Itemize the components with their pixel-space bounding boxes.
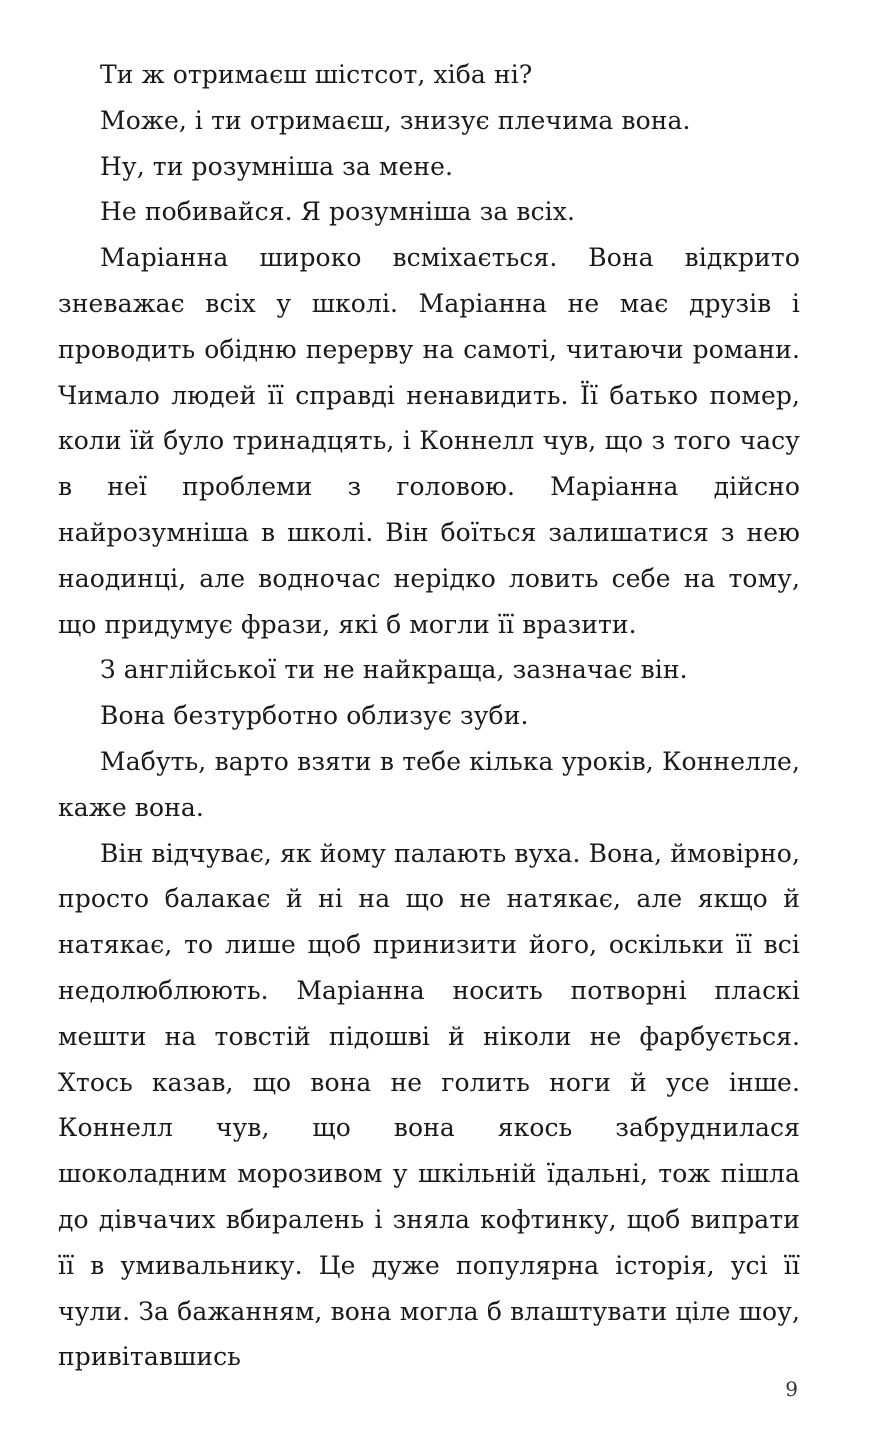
dialogue-line: Вона безтурботно облизує зуби. bbox=[100, 701, 529, 731]
narrative-paragraph: Він відчуває, як йому палають вуха. Вона, ймовірно, просто балакає й ні на що не натякає, але якщо й натякає, то лише щоб принизити його, оскільки її всі недолюблюють. Маріанна носить потворні пласкі мешти на товстій підошві й ніколи не фарбується. Хтось казав, що вона не голить ноги й усе інше. Коннелл чув, що вона якось забруднилася шоколадним морозивом у шкільній їдальні, тож пішла до дівчачих вбиралень і зняла кофтинку, щоб випрати її в умивальнику. Це дуже популярна історія, усі її чули. За бажанням, вона могла б влаштувати ціле шоу, привітавшись bbox=[58, 838, 800, 1372]
dialogue-line: Може, і ти отримаєш, знизує плечима вона. bbox=[100, 105, 691, 135]
book-page-text bbox=[58, 52, 800, 1380]
dialogue-line: Не побивайся. Я розумніша за всіх. bbox=[100, 197, 576, 227]
dialogue-line: Ти ж отримаєш шістсот, хіба ні? bbox=[100, 60, 533, 89]
dialogue-line: Мабуть, варто взяти в тебе кілька уроків, Коннелле, каже вона. bbox=[58, 746, 800, 822]
dialogue-line: З англійської ти не найкраща, зазначає він. bbox=[100, 655, 688, 685]
page-number: 9 bbox=[785, 1377, 798, 1401]
dialogue-line: Ну, ти розумніша за мене. bbox=[100, 151, 454, 181]
narrative-paragraph: Маріанна широко всміхається. Вона відкрито зневажає всіх у школі. Маріанна не має друзів і проводить обідню перерву на самоті, читаючи романи. Чимало людей її справді ненавидить. Її батько помер, коли їй було тринадцять, і Коннелл чув, що з того часу в неї проблеми з головою. Маріанна дійсно найрозумніша в школі. Він боїться залишатися з нею наодинці, але водночас нерідко ловить себе на тому, що придумує фрази, які б могли її вразити. bbox=[58, 243, 800, 639]
